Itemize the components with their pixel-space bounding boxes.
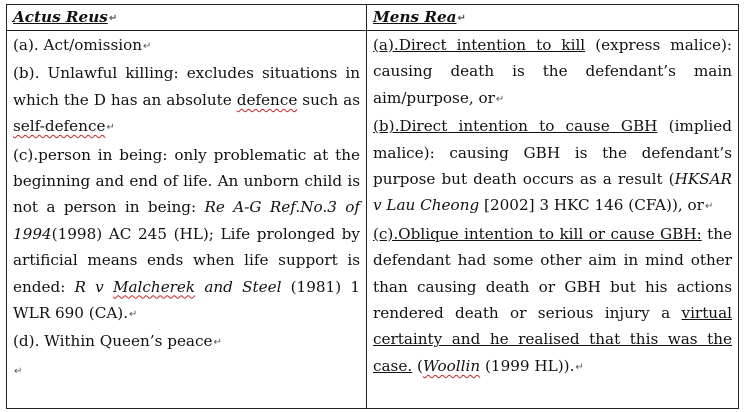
mens-rea-cell [367, 31, 739, 409]
case-citation: R v Malcherek and Steel [74, 277, 282, 296]
paragraph-mark-icon: ↵ [143, 41, 152, 52]
paragraph-mark-icon: ↵ [704, 201, 714, 213]
actus-reus-cell [7, 31, 367, 409]
table-body-row [7, 31, 739, 409]
actus-mens-table [6, 4, 739, 409]
paragraph-mark-icon: ↵ [213, 337, 222, 349]
mens-rea-item-b: (b).Direct intention to cause GBH (implied malice): causing GBH is the defendant’s purpose but death occurs as a result (HKSAR v Lau Cheong [2002] 3 HKC 146 (CFA)), or↵ [373, 117, 732, 215]
header-actus-reus: Actus Reus↵ [7, 5, 367, 31]
table-header-row [7, 5, 739, 31]
actus-reus-item-d: (d). Within Queen’s peace↵ [13, 332, 222, 351]
paragraph-mark-icon: ↵ [575, 361, 584, 373]
paragraph-mark-icon: ↵ [106, 122, 115, 134]
paragraph-mark-icon: ↵ [129, 309, 138, 321]
paragraph-mark-icon: ↵ [495, 93, 505, 105]
paragraph-mark-icon: ↵ [108, 13, 118, 24]
actus-reus-item-b: (b). Unlawful killing: excludes situations in which the D has an absolute defence such as self-defence↵ [13, 64, 360, 136]
actus-reus-item-c: (c).person in being: only problematic at the beginning and end of life. An unborn child is not a person in being: Re A-G Ref.No.3 of 1994(1998) AC 245 (HL); Life prolonged by artificial means ends when life support is ended: R v Malcherek and Steel (1981) 1 WLR 690 (CA).↵ [13, 145, 360, 323]
paragraph-mark-icon: ↵ [457, 13, 466, 24]
paragraph-mark-icon: ↵ [14, 365, 23, 377]
case-citation: HKSAR v Lau Cheong [373, 170, 732, 215]
case-citation: Re A-G Ref.No.3 of 1994 [13, 198, 360, 243]
actus-reus-item-a: (a). Act/omission↵ [13, 36, 152, 54]
empty-paragraph [13, 357, 360, 381]
mens-rea-item-a: (a).Direct intention to kill (express malice): causing death is the defendant’s main aim/purpose, or↵ [373, 36, 732, 107]
mens-rea-item-c: (c).Oblique intention to kill or cause GBH: the defendant had some other aim in mind other than causing death or GBH but his actions rendered death or serious injury a virtual certainty and he realised that this was the case. (Woollin (1999 HL)).↵ [373, 224, 732, 375]
header-mens-rea: Mens Rea↵ [367, 5, 739, 31]
case-citation: Woollin [422, 356, 481, 375]
